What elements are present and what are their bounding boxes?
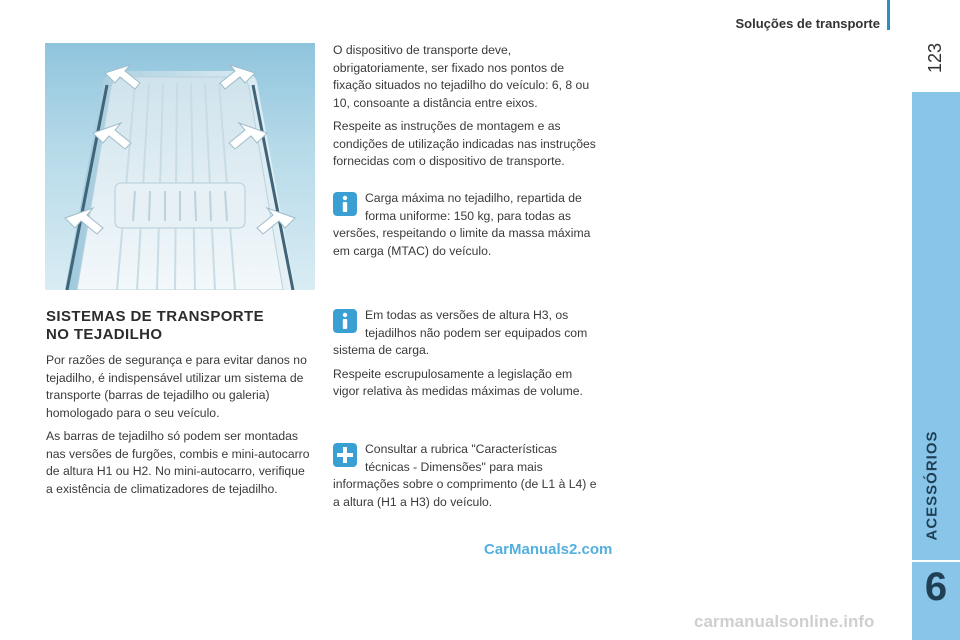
vehicle-roof-drawing <box>45 43 315 290</box>
chapter-side-tab <box>912 92 960 640</box>
right-paragraph-1: O dispositivo de transporte deve, obrigatoriamente, ser fixado nos pontos de fixação situados no tejadilho do veículo: 6, 8 ou 10, consoante a distância entre eixos. <box>333 43 590 110</box>
section-heading-line2: NO TEJADILHO <box>46 326 163 343</box>
header-accent-bar <box>887 0 890 30</box>
chapter-label-text: ACESSÓRIOS <box>923 429 941 541</box>
info-icon <box>333 192 357 216</box>
left-paragraph-2: As barras de tejadilho só podem ser montadas nas versões de furgões, combis e mini-autocarro de altura H1 ou H2. No mini-autocarro, verifique a existência de climatizadores de tejadilho. <box>46 429 310 496</box>
right-column-intro <box>333 42 598 177</box>
plus-note-dimensions <box>333 441 598 517</box>
right-paragraph-3: Respeite escrupulosamente a legislação em vigor relativa às medidas máximas de volume. <box>333 366 583 398</box>
plus-icon <box>333 443 357 467</box>
watermark-carmanualsonline: carmanualsonline.info <box>694 612 875 631</box>
section-heading-line1: SISTEMAS DE TRANSPORTE <box>46 308 264 325</box>
info-note-h3 <box>333 307 598 407</box>
watermark-carmanuals2: CarManuals2.com <box>484 541 613 558</box>
info-note-1-text: Carga máxima no tejadilho, repartida de forma uniforme: 150 kg, para todas as versões, respeitando o limite da massa máxima em carga (MTAC) do veículo. <box>333 191 591 258</box>
vehicle-roof-illustration <box>45 43 315 290</box>
info-note-2-text: Em todas as versões de altura H3, os tejadilhos não podem ser equipados com sistema de carga. <box>333 308 588 357</box>
left-paragraph-1: Por razões de segurança e para evitar danos no tejadilho, é indispensável utilizar um sistema de transporte (barras de tejadilho ou galeria) homologado para o seu veículo. <box>46 353 307 420</box>
info-icon <box>333 309 357 333</box>
left-column <box>46 308 314 504</box>
header-section-title: Soluções de transporte <box>735 16 880 31</box>
chapter-side-tab-label <box>902 420 960 550</box>
plus-note-text: Consultar a rubrica "Características técnicas - Dimensões" para mais informações sobre o comprimento (de L1 à L4) e a altura (H1 a H3) do veículo. <box>333 442 597 509</box>
section-heading <box>46 308 314 344</box>
chapter-number: 6 <box>924 565 948 609</box>
page-number: 123 <box>925 42 945 73</box>
right-paragraph-2: Respeite as instruções de montagem e as condições de utilização indicadas nas instruções fornecidas com o dispositivo de transporte. <box>333 119 596 168</box>
info-note-max-load <box>333 190 598 266</box>
